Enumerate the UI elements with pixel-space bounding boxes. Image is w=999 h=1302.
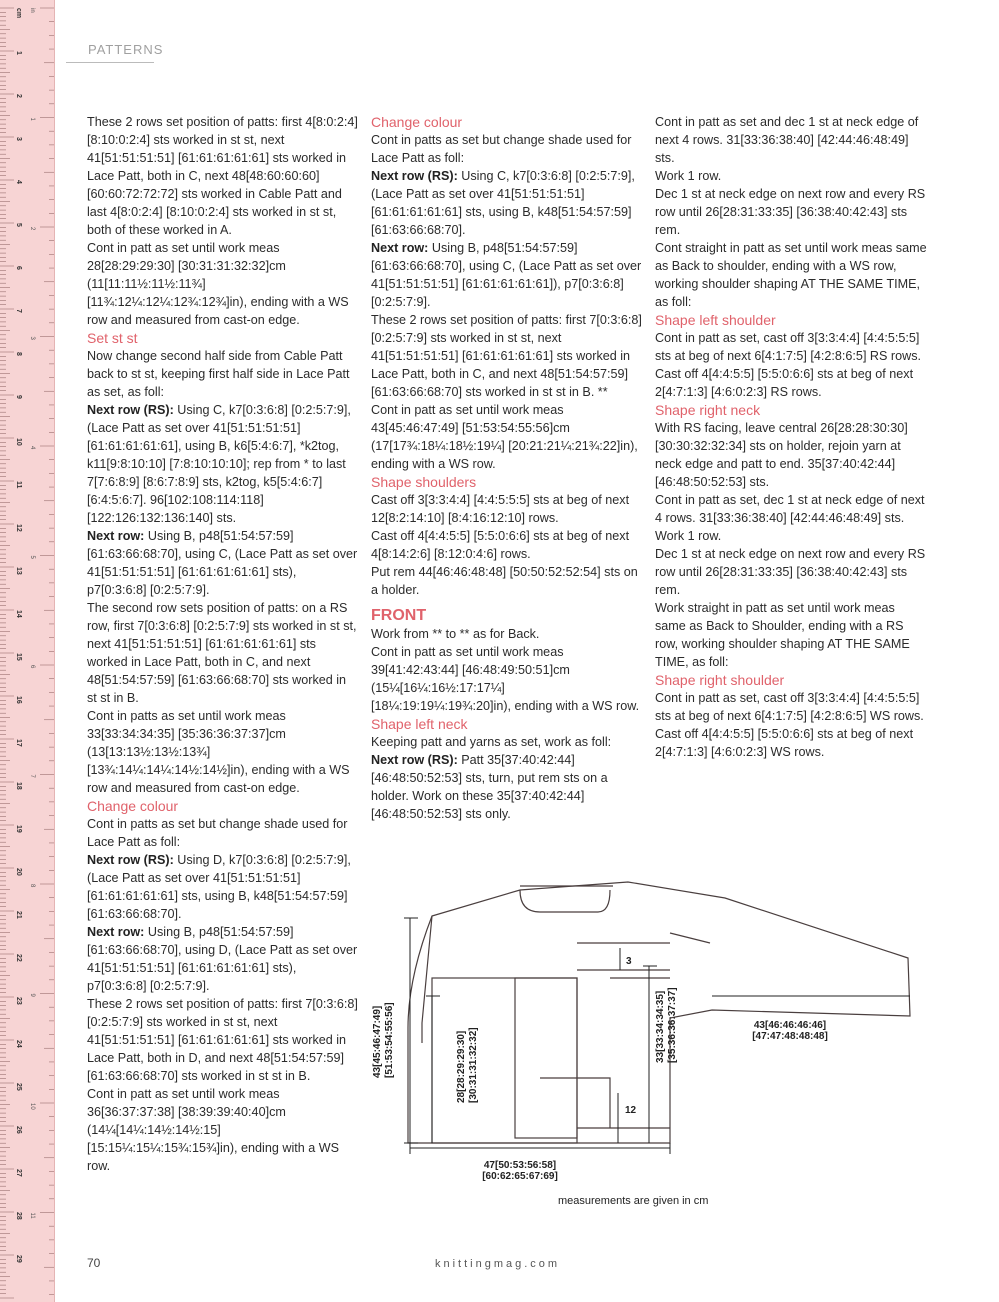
section-heading: Set st st — [87, 330, 138, 346]
paragraph: Cont in patt as set until work meas 39[41:42:43:44] [46:48:49:50:51]cm (15¼[16¼:16½:17:17¼] [18¼:19:19¼:19¾:20]in), ending with a WS row. — [371, 645, 640, 713]
paragraph: Cont in patt as set until work meas 43[45:46:47:49] [51:53:54:55:56]cm (17[17¾:18¼:18½:19¼] [20:21:21¼:21¾:22]in), ending with a WS row. — [371, 403, 638, 471]
inch-mark-label: 9 — [29, 993, 35, 997]
text-column-3 — [655, 113, 927, 761]
cm-mark-label: 20 — [15, 868, 22, 876]
inch-mark-label: 4 — [29, 446, 35, 450]
paragraph: Keeping patt and yarns as set, work as foll: — [371, 735, 612, 749]
measuring-ruler — [0, 0, 55, 1302]
paragraph: Cont in patt as set and dec 1 st at neck edge of next 4 rows. 31[33:36:38:40] [42:44:46:48:49] sts. — [655, 115, 919, 165]
row-label: Next row (RS): — [87, 853, 174, 867]
cm-mark-label: 25 — [15, 1083, 22, 1091]
paragraph: Now change second half side from Cable Patt back to st st, keeping first half side in Lace Patt as set, as foll: — [87, 349, 350, 399]
row-label: Next row: — [87, 925, 145, 939]
row-label: Next row (RS): — [371, 753, 458, 767]
cm-mark-label: 27 — [15, 1169, 22, 1177]
cm-mark-label: 19 — [15, 825, 22, 833]
paragraph: Put rem 44[46:46:48:48] [50:50:52:52:54] sts on a holder. — [371, 565, 638, 597]
inch-mark-label: 7 — [29, 774, 35, 778]
section-heading: Change colour — [371, 114, 463, 130]
paragraph: Work straight in patt as set until work meas same as Back to Shoulder, ending with a RS row, working shoulder shaping AT THE SAME TIME, as foll: — [655, 601, 910, 669]
paragraph: Cast off 4[4:4:5:5] [5:5:0:6:6] sts at beg of next 2[4:7:1:3] [4:6:0:2:3] RS rows. — [655, 367, 914, 399]
site-url: knittingmag.com — [435, 1258, 561, 1270]
section-header: PATTERNS — [88, 42, 164, 57]
cm-mark-label: 17 — [15, 739, 22, 747]
bottom-band-label: 12 — [625, 1105, 637, 1116]
paragraph: The second row sets position of patts: on a RS row, first 7[0:3:6:8] [0:2:5:7:9] sts worked in st st, next 41[51:51:51:51] [61:61:61:61:61] sts worked in Lace Patt, both in C, and next 48[51:54:57:59] [61:63:66:68:70] sts worked in st st in B. — [87, 601, 357, 705]
row-label: Next row: — [371, 241, 429, 255]
row-label: Next row (RS): — [371, 169, 458, 183]
row-text: Using D, k7[0:3:6:8] [0:2:5:7:9], (Lace Patt as set over 41[51:51:51:51] [61:61:61:61:61] sts, using B, k48[51:54:57:59] [61:63:66:68:70]. — [87, 853, 351, 921]
cm-mark-label: 24 — [15, 1040, 22, 1048]
text-column-2 — [371, 113, 643, 823]
paragraph: With RS facing, leave central 26[28:28:30:30] [30:30:32:32:34] sts on holder, rejoin yarn at neck edge and patt to end. 35[37:40:42:44] [46:48:50:52:53] sts. — [655, 421, 908, 489]
total-length-label-2: [51:53:54:55:56] — [384, 1002, 395, 1078]
paragraph: These 2 rows set position of patts: first 4[8:0:2:4] [8:10:0:2:4] sts worked in st st, next 41[51:51:51:51] [61:61:61:61:61] sts worked in Lace Patt, both in C, next 48[48:60:60:60] [60:60:72:72:72] sts worked in Cable Patt and last 4[8:0:2:4] [8:10:0:2:4] sts worked in st st, both of these worked in A. — [87, 115, 358, 237]
paragraph: Cont in patt as set until work meas 28[28:29:29:30] [30:31:31:32:32]cm (11[11:11½:11½:11¾] [11¾:12¼:12¼:12¾:12¾]in), ending with a WS row and measured from cast-on edge. — [87, 241, 349, 327]
sleeve-label-2: [47:47:48:48:48] — [752, 1031, 828, 1042]
schematic-diagram — [370, 878, 925, 1183]
cm-mark-label: 12 — [15, 524, 22, 532]
body-length-label-2: [30:31:31:32:32] — [468, 1027, 479, 1103]
cm-mark-label: 10 — [15, 438, 22, 446]
page-number: 70 — [87, 1256, 101, 1270]
paragraph: These 2 rows set position of patts: first 7[0:3:6:8] [0:2:5:7:9] sts worked in st st, next 41[51:51:51:51] [61:61:61:61:61] sts worked in Lace Patt, both in C, and next 48[51:54:57:59] [61:63:66:68:70] sts worked in st st in B. ** — [371, 313, 642, 399]
row-text: Using C, k7[0:3:6:8] [0:2:5:7:9], (Lace Patt as set over 41[51:51:51:51] [61:61:61:61:61], using B, k6[5:4:6:7], *k2tog, k11[9:8:10:10] [7:8:10:10:10]; rep from * to last 7[7:6:8:9] [8:6:7:8:9] sts, k2tog, k5[5:4:6:7] [6:4:5:6:7]. 96[102:108:114:118] [122:126:132:136:140] sts. — [87, 403, 351, 525]
cm-mark-label: 13 — [15, 567, 22, 575]
cm-mark-label: 23 — [15, 997, 22, 1005]
cm-mark-label: 21 — [15, 911, 22, 919]
paragraph: Work 1 row. — [655, 529, 722, 543]
inch-mark-label: 2 — [29, 227, 35, 231]
width-label-1: 47[50:53:56:58] — [483, 1160, 557, 1171]
paragraph: Cast off 3[3:3:4:4] [4:4:5:5:5] sts at beg of next 12[8:2:14:10] [8:4:16:12:10] rows. — [371, 493, 630, 525]
cm-mark-label: 16 — [15, 696, 22, 704]
cm-mark-label: 28 — [15, 1212, 22, 1220]
cm-mark-label: cm — [15, 8, 22, 19]
paragraph: Cast off 4[4:4:5:5] [5:5:0:6:6] sts at beg of next 2[4:7:1:3] [4:6:0:2:3] WS rows. — [655, 727, 914, 759]
cm-mark-label: 22 — [15, 954, 22, 962]
paragraph: Dec 1 st at neck edge on next row and every RS row until 26[28:31:33:35] [36:38:40:42:43] sts rem. — [655, 547, 926, 597]
cm-mark-label: 11 — [15, 481, 22, 489]
row-text: Using C, k7[0:3:6:8] [0:2:5:7:9], (Lace Patt as set over 41[51:51:51:51] [61:61:61:61:61] sts, using B, k48[51:54:57:59] [61:63:66:68:70]. — [371, 169, 635, 237]
major-heading: FRONT — [371, 607, 427, 624]
section-heading: Shape left neck — [371, 716, 468, 732]
cm-mark-label: 26 — [15, 1126, 22, 1134]
paragraph: Dec 1 st at neck edge on next row and every RS row until 26[28:31:33:35] [36:38:40:42:43] sts rem. — [655, 187, 926, 237]
cm-mark-label: 7 — [15, 309, 22, 313]
paragraph: Cont in patts as set but change shade used for Lace Patt as foll: — [371, 133, 632, 165]
section-heading: Shape shoulders — [371, 474, 477, 490]
paragraph: Cont in patt as set, cast off 3[3:3:4:4] [4:4:5:5:5] sts at beg of next 6[4:1:7:5] [4:2:8:6:5] WS rows. — [655, 691, 924, 723]
paragraph: Cast off 4[4:4:5:5] [5:5:0:6:6] sts at beg of next 4[8:14:2:6] [8:12:0:4:6] rows. — [371, 529, 630, 561]
diagram-caption: measurements are given in cm — [558, 1195, 709, 1207]
cm-mark-label: 9 — [15, 395, 22, 399]
inch-mark-label: 5 — [29, 555, 35, 559]
width-label-2: [60:62:65:67:69] — [482, 1171, 558, 1182]
header-divider — [66, 62, 154, 63]
paragraph: These 2 rows set position of patts: first 7[0:3:6:8] [0:2:5:7:9] sts worked in st st, next 41[51:51:51:51] [61:61:61:61:61] sts worked in Lace Patt, both in D, and next 48[51:54:57:59] [61:63:66:68:70] sts worked in st st in B. — [87, 997, 358, 1083]
row-label: Next row (RS): — [87, 403, 174, 417]
inch-mark-label: 6 — [29, 665, 35, 669]
inch-mark-label: 11 — [29, 1212, 35, 1219]
instruction-row — [371, 239, 643, 311]
paragraph: Work 1 row. — [655, 169, 722, 183]
sleeve-label-1: 43[46:46:46:46] — [753, 1020, 827, 1031]
instruction-row — [87, 527, 359, 599]
paragraph: Cont in patts as set until work meas 33[33:34:34:35] [35:36:36:37:37]cm (13[13:13½:13½:13¾] [13¾:14¼:14¼:14½:14½]in), ending with a WS row and measured from cast-on edge. — [87, 709, 350, 795]
cm-mark-label: 29 — [15, 1255, 22, 1263]
cm-mark-label: 6 — [15, 266, 22, 270]
inch-mark-label: 3 — [29, 336, 35, 340]
instruction-row — [371, 751, 643, 823]
cm-mark-label: 1 — [15, 51, 22, 55]
paragraph: Cont in patts as set but change shade used for Lace Patt as foll: — [87, 817, 348, 849]
top-band-label: 3 — [626, 956, 632, 967]
inch-mark-label: 1 — [29, 117, 35, 121]
section-heading: Shape right neck — [655, 402, 761, 418]
row-text: Using B, p48[51:54:57:59] [61:63:66:68:70], using D, (Lace Patt as set over 41[51:51:51:51] [61:61:61:61:61] sts), p7[0:3:6:8] [0:2:5:7:9]. — [87, 925, 358, 993]
paragraph: Cont in patt as set, cast off 3[3:3:4:4] [4:4:5:5:5] sts at beg of next 6[4:1:7:5] [4:2:8:6:5] RS rows. — [655, 331, 922, 363]
panel-length-label-1: 33[33:34:34:35] — [655, 990, 666, 1063]
row-text: Patt 35[37:40:42:44] [46:48:50:52:53] sts, turn, put rem sts on a holder. Work on these 35[37:40:42:44] [46:48:50:52:53] sts only. — [371, 753, 608, 821]
cm-mark-label: 14 — [15, 610, 22, 618]
cm-mark-label: 8 — [15, 352, 22, 356]
inch-mark-label: in — [29, 8, 35, 13]
paragraph: Cont in patt as set, dec 1 st at neck edge of next 4 rows. 31[33:36:38:40] [42:44:46:48:49] sts. — [655, 493, 925, 525]
row-text: Using B, p48[51:54:57:59] [61:63:66:68:70], using C, (Lace Patt as set over 41[51:51:51:51] [61:61:61:61:61]), p7[0:3:6:8] [0:2:5:7:9]. — [371, 241, 642, 309]
inch-mark-label: 10 — [29, 1103, 35, 1110]
row-label: Next row: — [87, 529, 145, 543]
ruler-ticks — [0, 0, 54, 1302]
cm-mark-label: 4 — [15, 180, 22, 184]
neckline — [520, 890, 610, 912]
cm-mark-label: 2 — [15, 94, 22, 98]
cm-mark-label: 5 — [15, 223, 22, 227]
total-length-label-1: 43[45:46:47:49] — [372, 1005, 383, 1078]
cm-mark-label: 3 — [15, 137, 22, 141]
inch-mark-label: 8 — [29, 884, 35, 888]
paragraph: Work from ** to ** as for Back. — [371, 627, 540, 641]
cm-mark-label: 18 — [15, 782, 22, 790]
row-text: Using B, p48[51:54:57:59] [61:63:66:68:70], using C, (Lace Patt as set over 41[51:51:51:51] [61:61:61:61:61] sts), p7[0:3:6:8] [0:2:5:7:9]. — [87, 529, 358, 597]
panel-length-label-2: [35:36:36:37:37] — [667, 987, 678, 1063]
instruction-row — [87, 923, 359, 995]
instruction-row — [371, 167, 643, 239]
body-length-label-1: 28[28:29:29:30] — [456, 1030, 467, 1103]
instruction-row — [87, 401, 359, 527]
section-heading: Change colour — [87, 798, 179, 814]
instruction-row — [87, 851, 359, 923]
cm-mark-label: 15 — [15, 653, 22, 661]
paragraph: Cont straight in patt as set until work meas same as Back to shoulder, ending with a WS row, working shoulder shaping AT THE SAME TIME, as foll: — [655, 241, 927, 309]
text-column-1 — [87, 113, 359, 1175]
paragraph: Cont in patt as set until work meas 36[36:37:37:38] [38:39:39:40:40]cm (14¼[14¼:14½:14½:15] [15:15¼:15¼:15¾:15¾]in), ending with a WS row. — [87, 1087, 340, 1173]
section-heading: Shape right shoulder — [655, 672, 785, 688]
section-heading: Shape left shoulder — [655, 312, 776, 328]
